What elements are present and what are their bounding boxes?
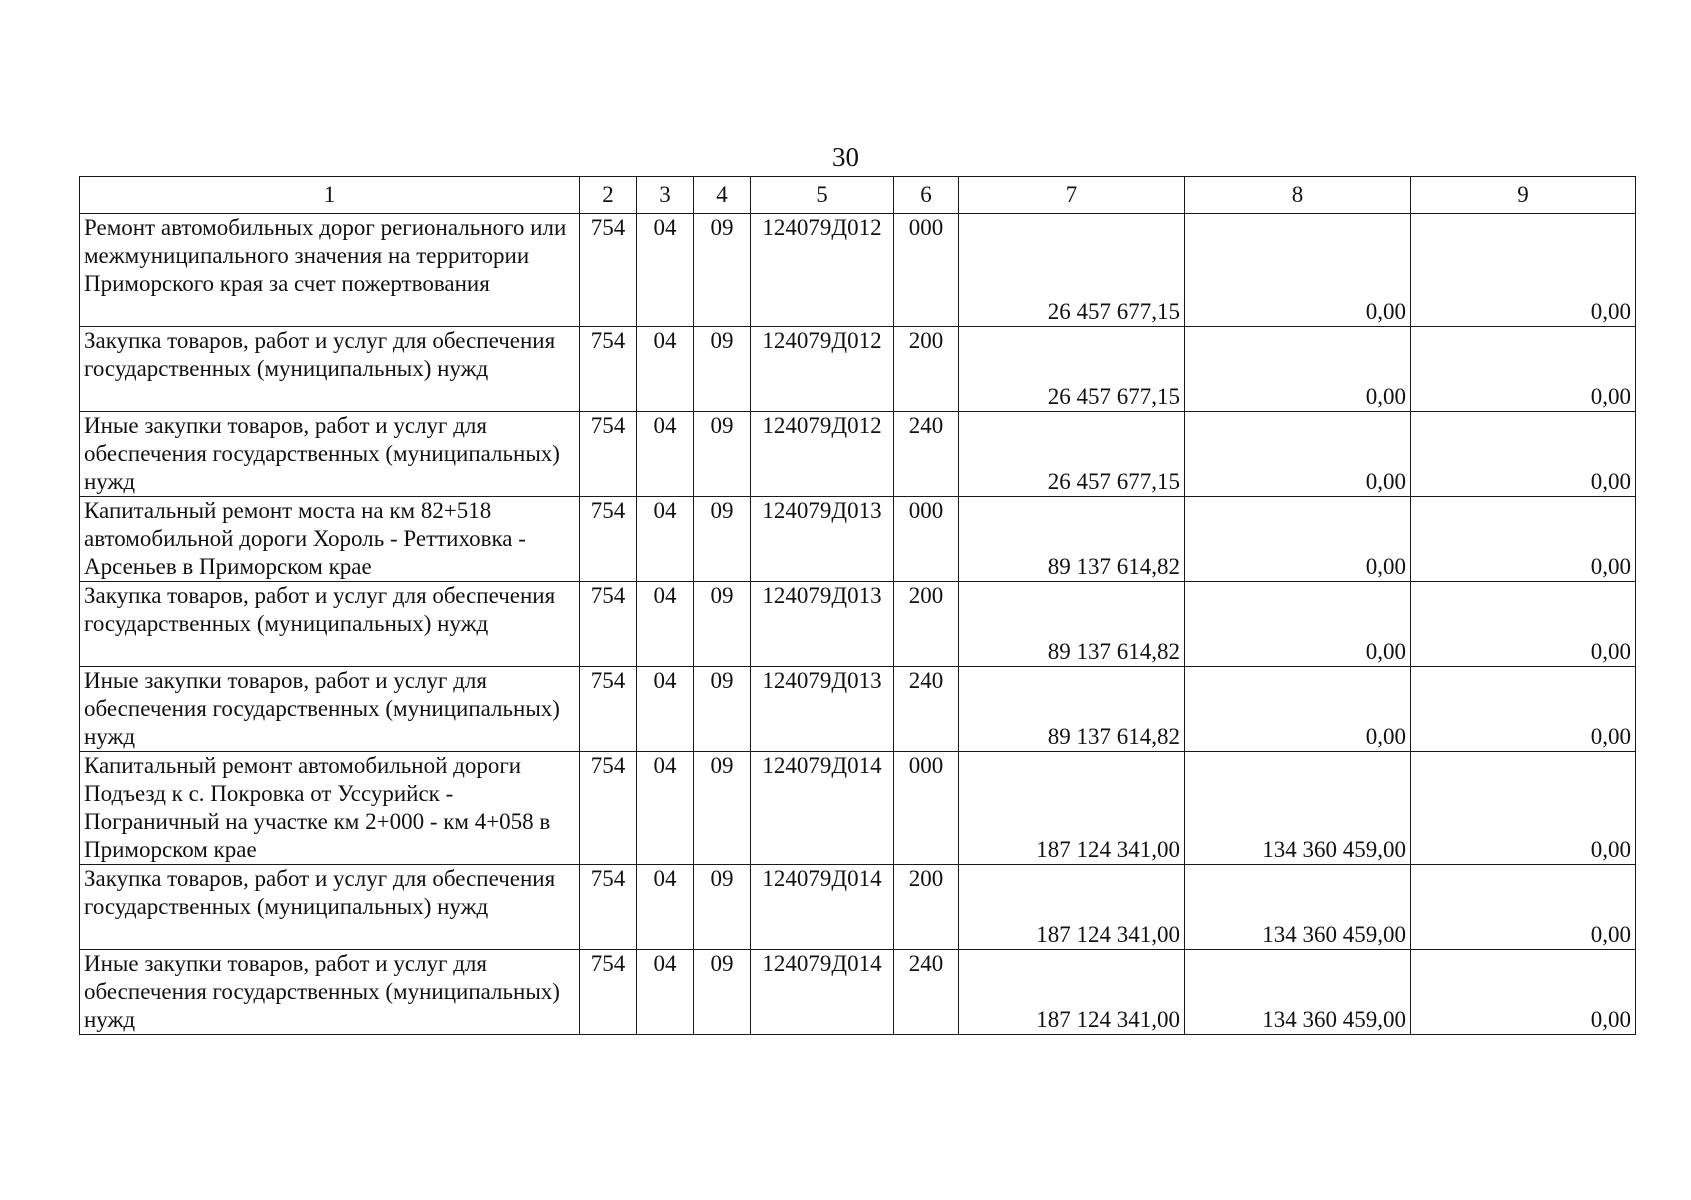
expense-name: Капитальный ремонт моста на км 82+518 автомобильной дороги Хороль - Реттиховка - Арсеньев в Приморском крае	[80, 497, 580, 582]
section-code: 04	[637, 214, 694, 327]
amount-col8: 0,00	[1185, 497, 1411, 582]
ministry-code: 754	[580, 327, 637, 412]
ministry-code: 754	[580, 667, 637, 752]
ministry-code: 754	[580, 497, 637, 582]
subsection-code: 09	[694, 752, 751, 865]
amount-col9: 0,00	[1411, 214, 1636, 327]
expense-name: Закупка товаров, работ и услуг для обеспечения государственных (муниципальных) нужд	[80, 865, 580, 950]
amount-col7: 89 137 614,82	[959, 667, 1185, 752]
expense-type-code: 200	[894, 327, 959, 412]
column-header: 7	[959, 177, 1185, 214]
amount-col8: 0,00	[1185, 667, 1411, 752]
amount-col8: 0,00	[1185, 412, 1411, 497]
target-article-code: 124079Д013	[751, 582, 894, 667]
amount-col7: 187 124 341,00	[959, 950, 1185, 1035]
table-row	[80, 214, 1636, 327]
amount-col9: 0,00	[1411, 412, 1636, 497]
amount-col7: 26 457 677,15	[959, 412, 1185, 497]
amount-col7: 187 124 341,00	[959, 865, 1185, 950]
subsection-code: 09	[694, 327, 751, 412]
subsection-code: 09	[694, 667, 751, 752]
table-row	[80, 667, 1636, 752]
table-row	[80, 497, 1636, 582]
target-article-code: 124079Д014	[751, 752, 894, 865]
ministry-code: 754	[580, 214, 637, 327]
subsection-code: 09	[694, 950, 751, 1035]
target-article-code: 124079Д013	[751, 667, 894, 752]
amount-col8: 0,00	[1185, 582, 1411, 667]
amount-col9: 0,00	[1411, 667, 1636, 752]
ministry-code: 754	[580, 412, 637, 497]
amount-col7: 187 124 341,00	[959, 752, 1185, 865]
expense-type-code: 200	[894, 865, 959, 950]
expense-type-code: 240	[894, 412, 959, 497]
expense-type-code: 000	[894, 752, 959, 865]
amount-col9: 0,00	[1411, 752, 1636, 865]
column-number-row	[80, 177, 1636, 214]
section-code: 04	[637, 865, 694, 950]
target-article-code: 124079Д012	[751, 412, 894, 497]
subsection-code: 09	[694, 214, 751, 327]
amount-col9: 0,00	[1411, 865, 1636, 950]
table-row	[80, 412, 1636, 497]
expense-type-code: 000	[894, 214, 959, 327]
column-header: 1	[80, 177, 580, 214]
amount-col8: 0,00	[1185, 327, 1411, 412]
ministry-code: 754	[580, 865, 637, 950]
column-header: 9	[1411, 177, 1636, 214]
budget-table	[79, 176, 1636, 1035]
section-code: 04	[637, 412, 694, 497]
section-code: 04	[637, 667, 694, 752]
amount-col8: 134 360 459,00	[1185, 865, 1411, 950]
amount-col8: 134 360 459,00	[1185, 752, 1411, 865]
expense-type-code: 200	[894, 582, 959, 667]
section-code: 04	[637, 582, 694, 667]
ministry-code: 754	[580, 752, 637, 865]
amount-col9: 0,00	[1411, 950, 1636, 1035]
expense-name: Закупка товаров, работ и услуг для обеспечения государственных (муниципальных) нужд	[80, 327, 580, 412]
column-header: 4	[694, 177, 751, 214]
subsection-code: 09	[694, 582, 751, 667]
expense-name: Ремонт автомобильных дорог регионального или межмуниципального значения на территории Приморского края за счет пожертвования	[80, 214, 580, 327]
target-article-code: 124079Д012	[751, 327, 894, 412]
page-number: 30	[832, 142, 859, 172]
table-row	[80, 752, 1636, 865]
section-code: 04	[637, 752, 694, 865]
amount-col7: 89 137 614,82	[959, 582, 1185, 667]
amount-col7: 26 457 677,15	[959, 214, 1185, 327]
expense-name: Закупка товаров, работ и услуг для обеспечения государственных (муниципальных) нужд	[80, 582, 580, 667]
column-header: 6	[894, 177, 959, 214]
section-code: 04	[637, 950, 694, 1035]
amount-col9: 0,00	[1411, 582, 1636, 667]
column-header: 3	[637, 177, 694, 214]
target-article-code: 124079Д012	[751, 214, 894, 327]
expense-type-code: 000	[894, 497, 959, 582]
subsection-code: 09	[694, 412, 751, 497]
amount-col9: 0,00	[1411, 497, 1636, 582]
target-article-code: 124079Д014	[751, 865, 894, 950]
amount-col8: 0,00	[1185, 214, 1411, 327]
column-header: 5	[751, 177, 894, 214]
expense-name: Иные закупки товаров, работ и услуг для обеспечения государственных (муниципальных) нужд	[80, 950, 580, 1035]
expense-name: Иные закупки товаров, работ и услуг для обеспечения государственных (муниципальных) нужд	[80, 412, 580, 497]
amount-col8: 134 360 459,00	[1185, 950, 1411, 1035]
column-header: 8	[1185, 177, 1411, 214]
target-article-code: 124079Д013	[751, 497, 894, 582]
ministry-code: 754	[580, 582, 637, 667]
table-row	[80, 327, 1636, 412]
table-row	[80, 865, 1636, 950]
column-header: 2	[580, 177, 637, 214]
subsection-code: 09	[694, 865, 751, 950]
table-row	[80, 950, 1636, 1035]
section-code: 04	[637, 327, 694, 412]
target-article-code: 124079Д014	[751, 950, 894, 1035]
expense-type-code: 240	[894, 667, 959, 752]
expense-name: Иные закупки товаров, работ и услуг для обеспечения государственных (муниципальных) нужд	[80, 667, 580, 752]
section-code: 04	[637, 497, 694, 582]
subsection-code: 09	[694, 497, 751, 582]
ministry-code: 754	[580, 950, 637, 1035]
expense-name: Капитальный ремонт автомобильной дороги Подъезд к с. Покровка от Уссурийск - Пограничный на участке км 2+000 - км 4+058 в Приморском крае	[80, 752, 580, 865]
amount-col9: 0,00	[1411, 327, 1636, 412]
amount-col7: 89 137 614,82	[959, 497, 1185, 582]
table-row	[80, 582, 1636, 667]
expense-type-code: 240	[894, 950, 959, 1035]
amount-col7: 26 457 677,15	[959, 327, 1185, 412]
